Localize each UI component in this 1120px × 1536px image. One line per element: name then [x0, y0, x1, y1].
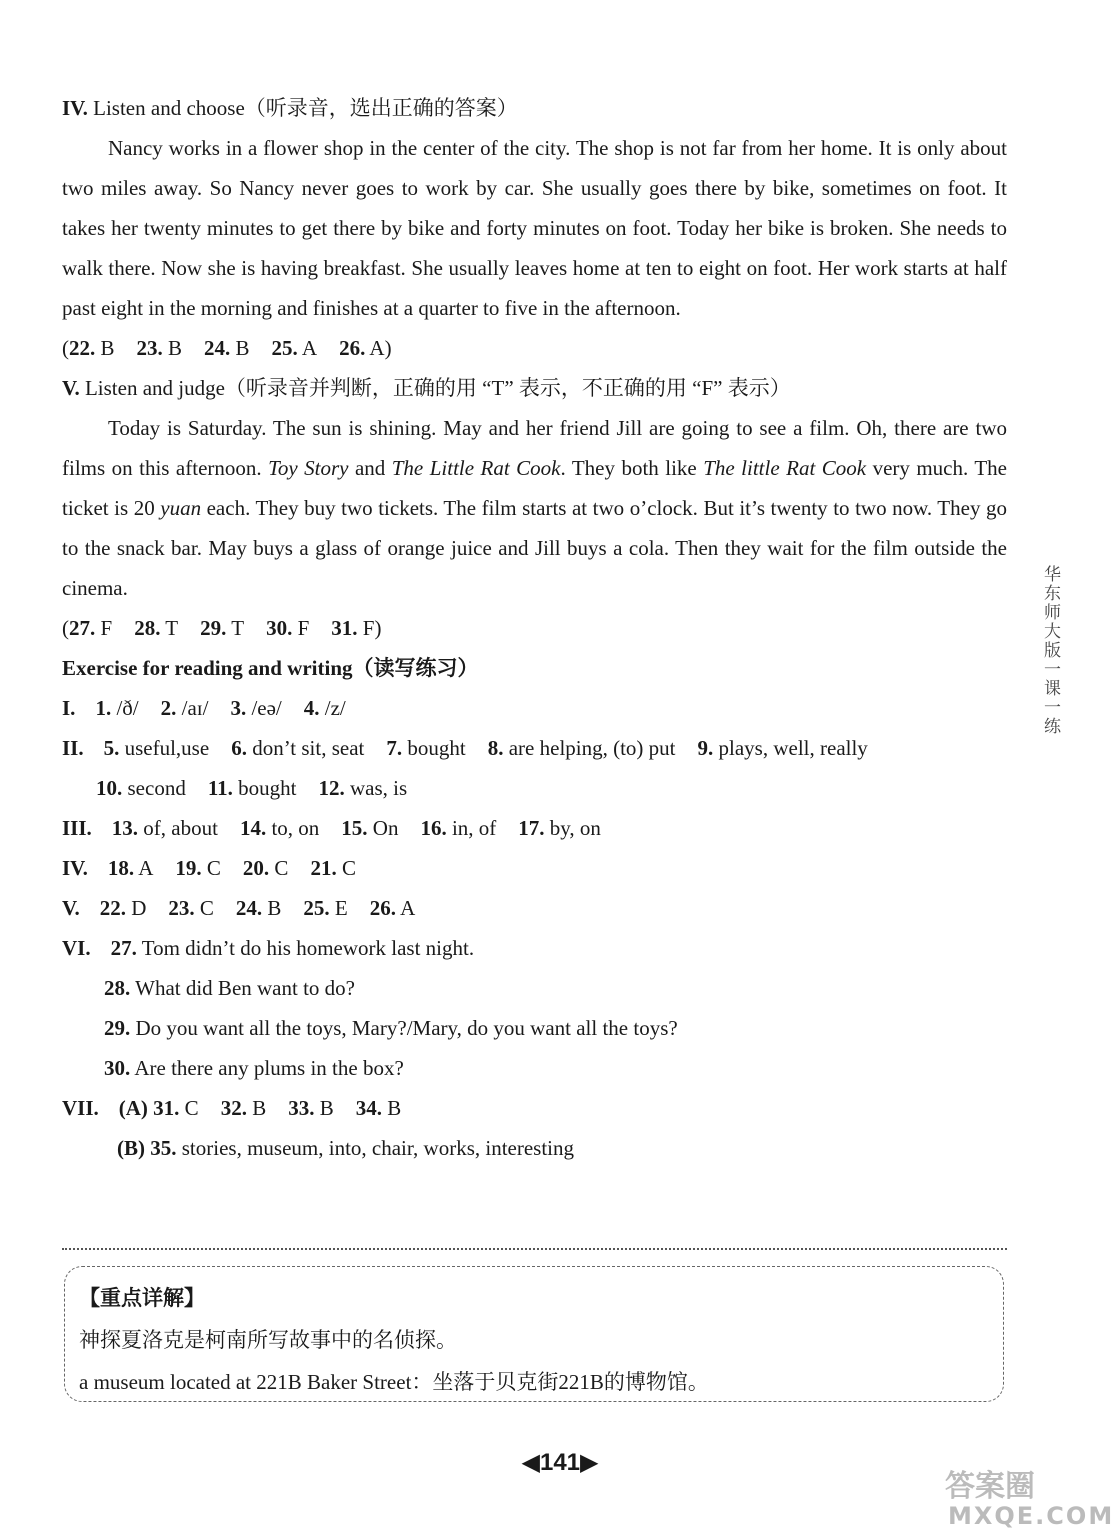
item-number: 19. — [175, 856, 202, 880]
item-answer: was, is — [344, 776, 408, 800]
key-points-box — [64, 1266, 1004, 1402]
answer-item — [168, 896, 214, 920]
item-number: 2. — [160, 696, 177, 720]
text: Today is Saturday. The sun is shining. May and her friend Jill are going to see a film. Oh, there are two films on this afternoon. — [62, 416, 1007, 480]
item-answer: B — [162, 336, 183, 360]
answer-item — [341, 816, 398, 840]
item-number: 29. — [200, 616, 227, 640]
answer-item — [288, 1096, 334, 1120]
item-number: 23. — [168, 896, 195, 920]
answer-item — [339, 336, 385, 360]
film-title: Toy Story — [268, 456, 349, 480]
section-number: VII. — [62, 1096, 99, 1120]
answer-item — [518, 816, 601, 840]
item-answer: by, on — [544, 816, 601, 840]
item-number: 24. — [235, 896, 263, 920]
answer-item — [303, 896, 347, 920]
text: each. They buy two tickets. The film starts at two o’clock. But it’s twenty to two now. They go to the snack bar. May buys a glass of orange juice and Jill buys a cola. Then they wait for the film outside the cinema. — [62, 496, 1007, 600]
item-number: 20. — [242, 856, 270, 880]
item-answer: C — [336, 856, 356, 880]
answer-item — [370, 896, 416, 920]
item-number: 6. — [231, 736, 247, 760]
item-answer: /aɪ/ — [176, 696, 209, 720]
answer-item — [100, 896, 147, 920]
section-title: Listen and judge（听录音并判断，正确的用 “T” 表示，不正确的用 “F” 表示） — [84, 376, 791, 400]
rw-vii-b — [62, 1128, 1007, 1168]
item-answer: A — [134, 856, 154, 880]
item-answer: of, about — [138, 816, 218, 840]
item-answer: What did Ben want to do? — [135, 976, 355, 1000]
item-number: 12. — [318, 776, 345, 800]
item-number: 9. — [697, 736, 714, 760]
item-answer: Tom didn’t do his homework last night. — [141, 936, 475, 960]
item-answer: second — [122, 776, 186, 800]
item-answer: /z/ — [319, 696, 346, 720]
watermark-url: MXQE.COM — [948, 1502, 1115, 1530]
item-number: 1. — [95, 696, 112, 720]
item-answer: E — [329, 896, 348, 920]
answer-item — [200, 616, 244, 640]
key-point-line: 神探夏洛克是柯南所写故事中的名侦探。 — [79, 1328, 457, 1352]
item-number: 5. — [103, 736, 120, 760]
item-number: 18. — [107, 856, 135, 880]
item-number: 31. — [331, 616, 358, 640]
item-answer: in, of — [446, 816, 497, 840]
film-title: The Little Rat Cook — [391, 456, 561, 480]
rw-vi-item — [62, 968, 1007, 1008]
item-answer: C — [201, 856, 221, 880]
reading-writing-heading: Exercise for reading and writing（读写练习） — [62, 656, 479, 680]
answer-item — [272, 336, 318, 360]
item-number: 33. — [288, 1096, 315, 1120]
item-answer: F — [357, 616, 375, 640]
answer-item — [310, 856, 356, 880]
item-answer: C — [269, 856, 289, 880]
answer-item — [204, 336, 250, 360]
rw-section-ii-cont — [62, 768, 1007, 808]
item-answer: B — [314, 1096, 334, 1120]
answer-page — [62, 88, 1007, 1168]
item-answer: B — [246, 1096, 267, 1120]
answer-item — [96, 776, 186, 800]
answer-item — [104, 736, 210, 760]
item-answer: D — [125, 896, 147, 920]
currency-word: yuan — [160, 496, 202, 520]
item-number: 11. — [207, 776, 233, 800]
item-answer: F — [292, 616, 310, 640]
answer-item — [112, 816, 218, 840]
item-number: 26. — [339, 336, 366, 360]
item-number: 35. — [150, 1136, 177, 1160]
answer-item — [153, 1096, 199, 1120]
item-answer: T — [226, 616, 245, 640]
item-number: 14. — [239, 816, 267, 840]
answer-item — [319, 776, 408, 800]
answer-item — [134, 616, 178, 640]
item-number: 10. — [96, 776, 123, 800]
part-label: (B) — [117, 1136, 145, 1160]
transcript-paragraph-1: Nancy works in a flower shop in the center of the city. The shop is not far from her home. It is only about two miles away. So Nancy never goes to work by car. She usually goes there by bike, sometimes on foot. It takes her twenty minutes to get there by bike and forty minutes on foot. Today her bike is broken. She needs to walk there. Now she is having breakfast. She usually leaves home at ten to eight on foot. Her work starts at half past eight in the morning and finishes at a quarter to five in the afternoon. — [62, 136, 1007, 320]
rw-section-vii — [62, 1088, 1007, 1128]
rw-section-iv — [62, 848, 1007, 888]
rw-section-i — [62, 688, 1007, 728]
item-number: 25. — [303, 896, 330, 920]
item-number: 8. — [487, 736, 504, 760]
item-number: 24. — [204, 336, 231, 360]
item-answer: On — [367, 816, 399, 840]
answer-item — [108, 856, 154, 880]
answer-item — [304, 696, 346, 720]
answers-27-31: (27. F 28. T 29. T 30. F 31. F) — [62, 616, 382, 640]
part-label: (A) — [118, 1096, 148, 1120]
item-number: 31. — [153, 1096, 180, 1120]
answer-item — [69, 336, 115, 360]
item-number: 22. — [69, 336, 96, 360]
item-answer: stories, museum, into, chair, works, interesting — [181, 1136, 575, 1160]
watermark-logo: 答案圈 — [945, 1469, 1035, 1504]
rw-section-vi — [62, 928, 1007, 968]
section-number: III. — [62, 816, 92, 840]
item-answer: are helping, (to) put — [503, 736, 676, 760]
item-answer: bought — [232, 776, 297, 800]
rw-section-iii — [62, 808, 1007, 848]
section-title: Listen and choose（听录音，选出正确的答案） — [93, 96, 518, 120]
item-answer: plays, well, really — [713, 736, 868, 760]
key-point-line: a museum located at 221B Baker Street：坐落于贝克街221B的博物馆。 — [79, 1370, 709, 1394]
answer-item — [698, 736, 868, 760]
item-answer: T — [160, 616, 179, 640]
item-answer: B — [262, 896, 282, 920]
transcript-paragraph-2 — [62, 408, 1007, 608]
item-answer: B — [381, 1096, 402, 1120]
item-number: 13. — [111, 816, 139, 840]
section-number: VI. — [62, 936, 91, 960]
answer-item — [69, 616, 112, 640]
item-number: 15. — [341, 816, 368, 840]
item-number: 7. — [386, 736, 403, 760]
side-series-label: 华东师大版一课一练 — [1041, 565, 1060, 736]
item-number: 26. — [369, 896, 396, 920]
answer-item — [137, 336, 183, 360]
item-number: 32. — [220, 1096, 247, 1120]
item-number: 30. — [104, 1056, 131, 1080]
answer-item — [230, 696, 281, 720]
section-number: II. — [62, 736, 84, 760]
item-answer: C — [179, 1096, 199, 1120]
item-number: 16. — [420, 816, 447, 840]
item-answer: bought — [402, 736, 466, 760]
item-answer: /eə/ — [246, 696, 282, 720]
item-answer: A — [297, 336, 318, 360]
rw-section-v — [62, 888, 1007, 928]
item-number: 30. — [266, 616, 293, 640]
answer-item — [95, 696, 138, 720]
section-number: V. — [62, 376, 80, 400]
item-number: 23. — [136, 336, 163, 360]
section-iv-heading — [62, 88, 1007, 128]
item-answer: useful,use — [119, 736, 210, 760]
text: . They both like — [560, 456, 704, 480]
section-number: IV. — [62, 96, 88, 120]
answer-item — [386, 736, 465, 760]
answer-item — [161, 696, 209, 720]
answer-item — [240, 816, 319, 840]
item-answer: B — [230, 336, 250, 360]
item-answer: A — [396, 896, 416, 920]
item-number: 25. — [271, 336, 298, 360]
item-answer: don’t sit, seat — [246, 736, 365, 760]
page-number: ◀141▶ — [521, 1449, 599, 1476]
item-number: 34. — [355, 1096, 382, 1120]
rw-vi-item — [62, 1048, 1007, 1088]
answer-item — [231, 736, 364, 760]
item-number: 29. — [104, 1016, 131, 1040]
answer-item — [243, 856, 289, 880]
item-answer: B — [95, 336, 115, 360]
answer-item — [266, 616, 309, 640]
item-answer: Do you want all the toys, Mary?/Mary, do you want all the toys? — [135, 1016, 678, 1040]
rw-section-ii — [62, 728, 1007, 768]
item-number: 17. — [518, 816, 545, 840]
text: and — [348, 456, 392, 480]
item-number: 27. — [110, 936, 137, 960]
section-number: IV. — [62, 856, 88, 880]
answer-item — [236, 896, 282, 920]
item-number: 4. — [303, 696, 320, 720]
dotted-divider — [62, 1248, 1007, 1250]
answer-item — [208, 776, 297, 800]
answer-item — [356, 1096, 402, 1120]
answer-item — [331, 616, 374, 640]
rw-vi-item — [62, 1008, 1007, 1048]
item-number: 28. — [104, 976, 131, 1000]
item-answer: to, on — [266, 816, 320, 840]
item-number: 27. — [69, 616, 96, 640]
section-v-heading — [62, 368, 1007, 408]
item-number: 22. — [99, 896, 126, 920]
answer-item — [488, 736, 676, 760]
section-number: I. — [62, 696, 76, 720]
item-number: 21. — [310, 856, 337, 880]
item-answer: C — [194, 896, 214, 920]
item-number: 3. — [230, 696, 247, 720]
key-points-title: 【重点详解】 — [79, 1286, 205, 1310]
item-answer: A — [365, 336, 385, 360]
item-answer: F — [95, 616, 113, 640]
answer-item — [420, 816, 496, 840]
item-answer: Are there any plums in the box? — [134, 1056, 404, 1080]
answer-item — [175, 856, 221, 880]
item-answer: /ð/ — [111, 696, 139, 720]
item-number: 28. — [134, 616, 161, 640]
film-title: The little Rat Cook — [703, 456, 867, 480]
answer-item — [221, 1096, 267, 1120]
section-number: V. — [62, 896, 80, 920]
answers-22-26: (22. B 23. B 24. B 25. A 26. A) — [62, 336, 392, 360]
text: very much. The ticket is 20 — [62, 456, 1007, 520]
